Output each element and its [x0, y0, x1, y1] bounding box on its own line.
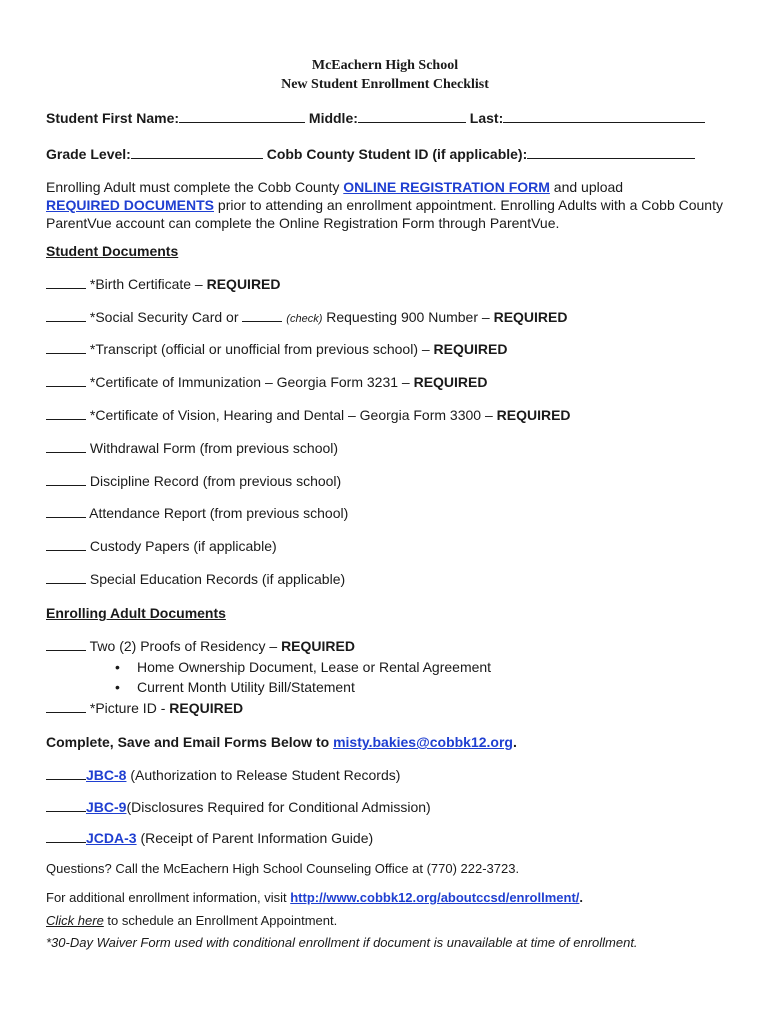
checklist-item-discipline: Discipline Record (from previous school) — [46, 473, 341, 489]
page-title: New Student Enrollment Checklist — [281, 77, 489, 92]
required-tag: REQUIRED — [281, 638, 355, 654]
checklist-item-transcript: *Transcript (official or unofficial from previous school) – REQUIRED — [46, 341, 507, 357]
intro-paragraph — [46, 178, 736, 232]
middle-name-label: Middle: — [308, 110, 358, 126]
checkbox-line[interactable] — [46, 276, 86, 289]
online-registration-link[interactable]: ONLINE REGISTRATION FORM — [343, 179, 550, 195]
first-name-field[interactable] — [179, 110, 305, 123]
required-tag: REQUIRED — [206, 276, 281, 292]
email-forms-heading: Complete, Save and Email Forms Below to misty.bakies@cobbk12.org. — [46, 734, 517, 750]
checklist-item-attendance: Attendance Report (from previous school) — [46, 505, 348, 521]
jbc-8-link[interactable]: JBC-8 — [86, 767, 127, 783]
click-here-link[interactable]: Click here — [46, 913, 104, 928]
required-tag: REQUIRED — [496, 407, 571, 423]
middle-name-field[interactable] — [358, 110, 466, 123]
check-900-line[interactable] — [242, 309, 282, 322]
jcda-3-link[interactable]: JCDA-3 — [86, 830, 137, 846]
checklist-item-immunization: *Certificate of Immunization – Georgia Form 3231 – REQUIRED — [46, 374, 488, 390]
student-id-label: Cobb County Student ID (if applicable): — [266, 146, 528, 162]
schedule-row: Click here to schedule an Enrollment Appointment. — [46, 913, 338, 928]
checkbox-line[interactable] — [46, 799, 86, 812]
form-item-jcda-3: JCDA-3 (Receipt of Parent Information Guide) — [46, 830, 373, 846]
checkbox-line[interactable] — [46, 830, 86, 843]
required-tag: REQUIRED — [433, 341, 508, 357]
questions-text: Questions? Call the McEachern High School Counseling Office at (770) 222-3723. — [46, 861, 520, 876]
grade-level-label: Grade Level: — [46, 146, 131, 162]
checkbox-line[interactable] — [46, 767, 86, 780]
checklist-item-social-security: *Social Security Card or (check) Requesting 900 Number – REQUIRED — [46, 309, 567, 325]
checkbox-line[interactable] — [46, 638, 86, 651]
checklist-item-special-education: Special Education Records (if applicable) — [46, 571, 345, 587]
student-documents-heading: Student Documents — [46, 243, 179, 259]
enrollment-info-link[interactable]: http://www.cobbk12.org/aboutccsd/enrollment/ — [290, 890, 580, 905]
required-tag: REQUIRED — [169, 700, 244, 716]
form-item-jbc-8: JBC-8 (Authorization to Release Student Records) — [46, 767, 400, 783]
checkbox-line[interactable] — [46, 505, 86, 518]
residency-bullet-2: • Current Month Utility Bill/Statement — [115, 679, 355, 695]
checkbox-line[interactable] — [46, 538, 86, 551]
check-hint: (check) — [286, 313, 323, 325]
checklist-item-custody: Custody Papers (if applicable) — [46, 538, 277, 554]
student-id-field[interactable] — [527, 146, 695, 159]
last-name-field[interactable] — [503, 110, 705, 123]
checkbox-line[interactable] — [46, 571, 86, 584]
residency-bullet-1: • Home Ownership Document, Lease or Rental Agreement — [115, 659, 492, 675]
checklist-item-birth-certificate: *Birth Certificate – REQUIRED — [46, 276, 281, 292]
checklist-item-residency: Two (2) Proofs of Residency – REQUIRED — [46, 638, 355, 654]
required-tag: REQUIRED — [493, 309, 568, 325]
grade-id-row — [46, 146, 695, 162]
jbc-9-link[interactable]: JBC-9 — [86, 799, 127, 815]
adult-documents-heading: Enrolling Adult Documents — [46, 605, 226, 621]
required-documents-link[interactable]: REQUIRED DOCUMENTS — [46, 197, 215, 213]
checkbox-line[interactable] — [46, 473, 86, 486]
school-name: McEachern High School — [311, 58, 459, 73]
checkbox-line[interactable] — [46, 309, 86, 322]
first-name-label: Student First Name: — [46, 110, 180, 126]
name-fields-row — [46, 110, 705, 126]
checkbox-line[interactable] — [46, 374, 86, 387]
intro-text-3: prior to attending an enrollment appointment. Enrolling Adults with a Cobb County ParentVue account can complete the Online Registration Form through ParentVue. — [46, 197, 723, 231]
grade-level-field[interactable] — [131, 146, 263, 159]
checkbox-line[interactable] — [46, 341, 86, 354]
bullet-icon: • — [115, 659, 120, 675]
enrollment-info-row: For additional enrollment information, visit http://www.cobbk12.org/aboutccsd/enrollment/. — [46, 890, 584, 905]
checkbox-line[interactable] — [46, 700, 86, 713]
intro-text-1: Enrolling Adult must complete the Cobb County — [46, 179, 344, 195]
checklist-item-withdrawal: Withdrawal Form (from previous school) — [46, 440, 338, 456]
required-tag: REQUIRED — [413, 374, 488, 390]
email-link[interactable]: misty.bakies@cobbk12.org — [333, 734, 513, 750]
waiver-note: *30-Day Waiver Form used with conditional enrollment if document is unavailable at time of enrollment. — [46, 935, 638, 950]
form-item-jbc-9: JBC-9(Disclosures Required for Conditional Admission) — [46, 799, 431, 815]
checkbox-line[interactable] — [46, 407, 86, 420]
last-name-label: Last: — [469, 110, 504, 126]
checklist-item-vision-hearing: *Certificate of Vision, Hearing and Dental – Georgia Form 3300 – REQUIRED — [46, 407, 571, 423]
intro-text-2: and upload — [549, 179, 624, 195]
checklist-item-picture-id: *Picture ID - REQUIRED — [46, 700, 243, 716]
bullet-icon: • — [115, 679, 120, 695]
checkbox-line[interactable] — [46, 440, 86, 453]
